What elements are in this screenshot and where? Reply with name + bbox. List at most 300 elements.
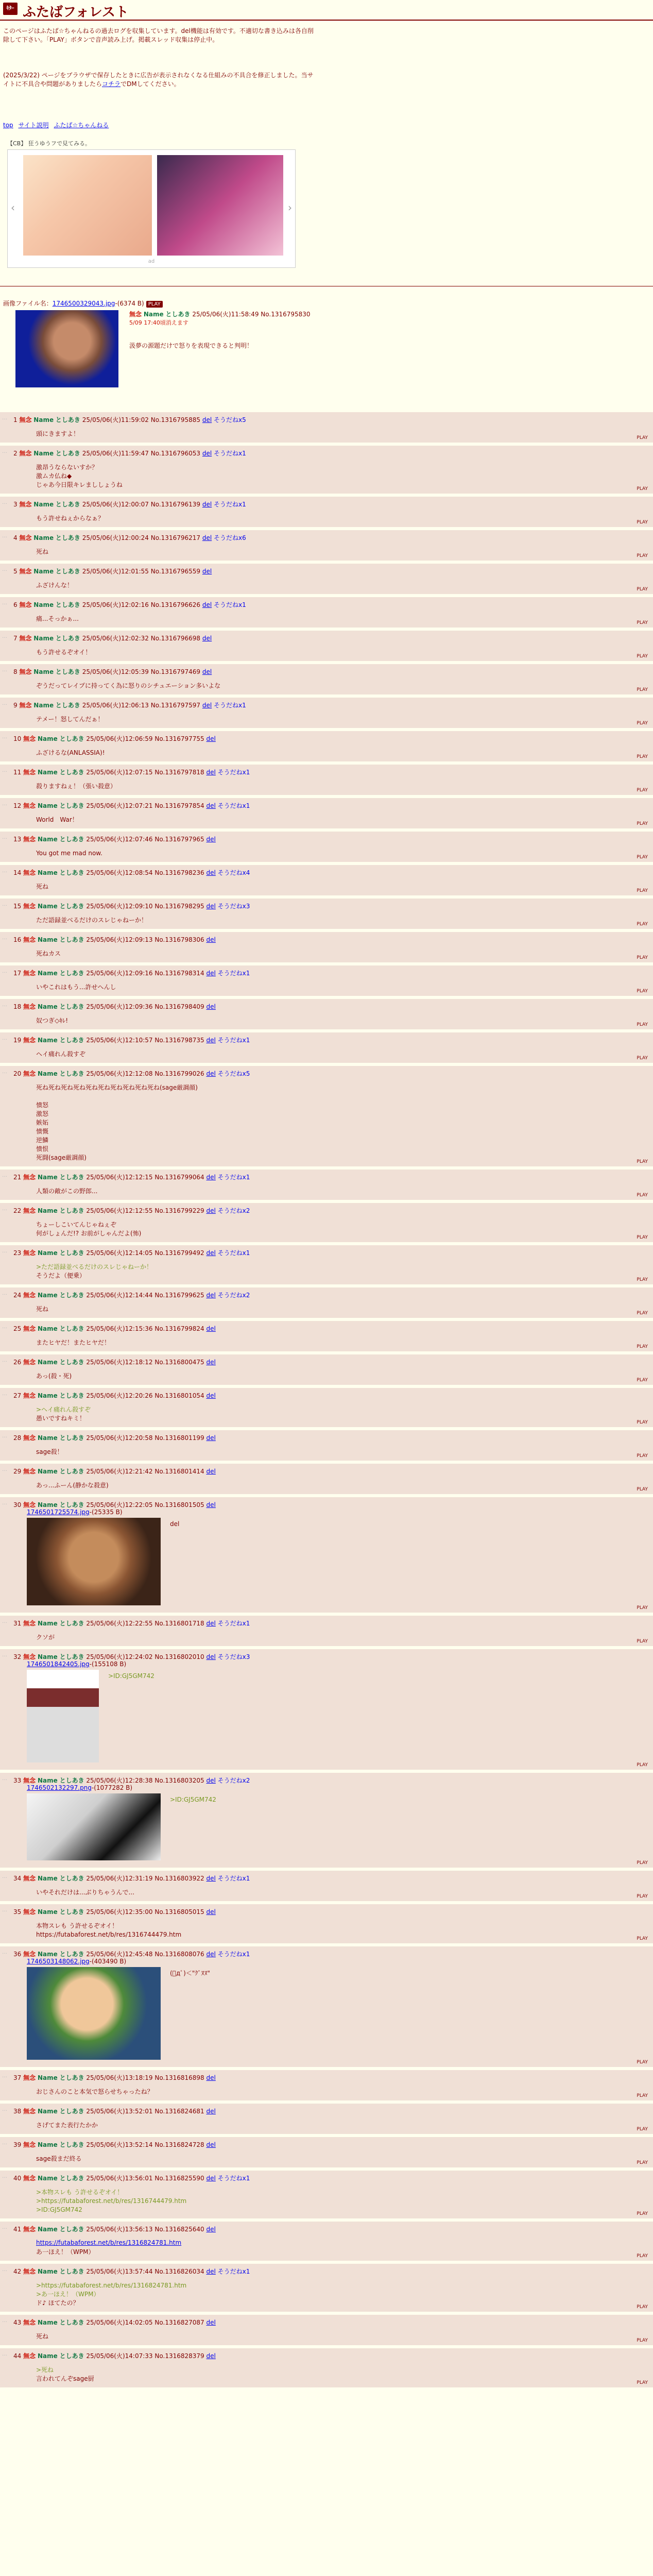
reply-play-button[interactable]: PLAY: [637, 2093, 648, 2098]
del-link[interactable]: del: [206, 2074, 216, 2081]
sodane-button[interactable]: そうだねx3: [217, 1653, 250, 1660]
del-link[interactable]: del: [202, 501, 212, 508]
reply-subject: 無念: [23, 869, 36, 876]
del-link[interactable]: del: [202, 416, 212, 423]
reply-play-button[interactable]: PLAY: [637, 1894, 648, 1899]
del-link[interactable]: del: [206, 1908, 216, 1916]
reply-link[interactable]: https://futabaforest.net/b/res/1316824781.htm: [36, 2239, 182, 2246]
del-link[interactable]: del: [202, 601, 212, 608]
reply-header: [13, 1324, 216, 1333]
reply-name: Name: [37, 936, 58, 943]
reply-number[interactable]: No.1316801199: [154, 1434, 204, 1442]
reply-datetime: 25/05/06(火)12:35:00: [86, 1908, 153, 1916]
sodane-button[interactable]: そうだねx1: [214, 501, 246, 508]
sodane-button[interactable]: そうだねx1: [217, 802, 250, 809]
sodane-button[interactable]: そうだねx1: [217, 1875, 250, 1882]
del-link[interactable]: del: [206, 802, 216, 809]
reply-number[interactable]: No.1316797818: [154, 769, 204, 776]
reply-author: としあき: [59, 1875, 84, 1882]
reply-number[interactable]: No.1316795885: [150, 416, 201, 423]
reply-post: [0, 1904, 653, 1943]
reply-number[interactable]: No.1316797597: [150, 702, 201, 709]
reply-subject: 無念: [23, 1653, 36, 1660]
sodane-button[interactable]: そうだねx4: [217, 869, 250, 876]
reply-file-link[interactable]: 1746501725574.jpg: [27, 1509, 90, 1516]
reply-number[interactable]: No.1316796559: [150, 568, 201, 575]
reply-index: 3: [13, 501, 20, 508]
sodane-button[interactable]: そうだねx2: [217, 1777, 250, 1784]
reply-gutter-mark: …: [2, 1248, 7, 1254]
reply-index: 10: [13, 735, 24, 742]
reply-name: Name: [37, 2319, 58, 2326]
reply-post: [0, 2348, 653, 2387]
reply-datetime: 25/05/06(火)12:07:21: [86, 802, 153, 809]
reply-play-button[interactable]: PLAY: [637, 1022, 648, 1027]
op-body: 汲夢の源題だけで怒りを表現できると判明！: [129, 342, 253, 349]
reply-play-button[interactable]: PLAY: [637, 435, 648, 440]
reply-body: 死ね: [36, 2333, 49, 2340]
sodane-button[interactable]: そうだねx1: [217, 2268, 250, 2275]
reply-play-button[interactable]: PLAY: [637, 788, 648, 793]
del-link[interactable]: del: [206, 2141, 216, 2148]
del-link[interactable]: del: [202, 668, 212, 675]
reply-header: [13, 1206, 250, 1215]
reply-post: [0, 765, 653, 795]
reply-name: Name: [37, 1359, 58, 1366]
reply-subject: 無念: [23, 2268, 36, 2275]
reply-play-button[interactable]: PLAY: [637, 1344, 648, 1349]
del-link[interactable]: del: [202, 702, 212, 709]
reply-thumbnail[interactable]: [27, 1670, 99, 1762]
reply-number[interactable]: No.1316816898: [154, 2074, 204, 2081]
sodane-button[interactable]: そうだねx5: [214, 416, 246, 423]
reply-author: としあき: [59, 1392, 84, 1399]
del-link[interactable]: del: [206, 1468, 216, 1475]
reply-body: >ID:GJ5GM742: [108, 1672, 154, 1680]
del-link[interactable]: del: [206, 970, 216, 977]
reply-header: [13, 1036, 250, 1044]
reply-body: おじさんのこと本気で怒らせちゃったね？: [36, 2088, 153, 2095]
reply-name: Name: [33, 501, 54, 508]
ad-image-2[interactable]: [157, 155, 283, 256]
del-link[interactable]: del: [206, 936, 216, 943]
reply-play-button[interactable]: PLAY: [637, 1235, 648, 1240]
reply-body: クソが: [36, 1634, 55, 1641]
op-number[interactable]: No.1316795830: [261, 311, 311, 318]
reply-play-button[interactable]: PLAY: [637, 1311, 648, 1316]
reply-name: Name: [33, 702, 54, 709]
reply-play-button[interactable]: PLAY: [637, 553, 648, 558]
reply-index: 9: [13, 702, 20, 709]
reply-author: としあき: [59, 1037, 84, 1044]
reply-name: Name: [37, 836, 58, 843]
reply-number[interactable]: No.1316828379: [154, 2352, 204, 2360]
reply-body: もう許せねぇからなぁ？: [36, 515, 105, 522]
reply-index: 26: [13, 1359, 24, 1366]
reply-index: 29: [13, 1468, 24, 1475]
reply-play-button[interactable]: PLAY: [637, 1378, 648, 1383]
reply-number[interactable]: No.1316805015: [154, 1908, 204, 1916]
site-notice-bugfix: [3, 71, 317, 89]
del-link[interactable]: del: [206, 1620, 216, 1627]
reply-header: [13, 1433, 216, 1442]
reply-number[interactable]: No.1316798295: [154, 903, 204, 910]
reply-author: としあき: [59, 2319, 84, 2326]
sodane-button[interactable]: そうだねx1: [217, 1174, 250, 1181]
del-link[interactable]: del: [206, 836, 216, 843]
reply-play-button[interactable]: PLAY: [637, 1936, 648, 1941]
reply-play-button[interactable]: PLAY: [637, 2380, 648, 2385]
reply-thumbnail[interactable]: [27, 1793, 161, 1860]
reply-post: [0, 597, 653, 628]
reply-play-button[interactable]: PLAY: [637, 1420, 648, 1425]
del-link[interactable]: del: [206, 2268, 216, 2275]
reply-body: あ一ほえ！（WPM）: [36, 2248, 95, 2256]
reply-number[interactable]: No.1316801505: [154, 1501, 204, 1509]
reply-author: としあき: [59, 903, 84, 910]
reply-number[interactable]: No.1316801414: [154, 1468, 204, 1475]
reply-body: World War！: [36, 816, 78, 823]
reply-index: 17: [13, 970, 24, 977]
reply-body: いやこれはもう...許せへんし: [36, 984, 116, 991]
sodane-button[interactable]: そうだねx5: [217, 1070, 250, 1077]
reply-post: [0, 1871, 653, 1901]
reply-number[interactable]: No.1316797854: [154, 802, 204, 809]
reply-play-button[interactable]: PLAY: [637, 1193, 648, 1198]
reply-file-link[interactable]: 1746502132297.png: [27, 1784, 92, 1791]
reply-number[interactable]: No.1316796217: [150, 534, 201, 541]
reply-play-button[interactable]: PLAY: [637, 888, 648, 893]
reply-author: としあき: [59, 2141, 84, 2148]
reply-gutter-mark: …: [2, 1467, 7, 1472]
reply-name: Name: [33, 450, 54, 457]
op-meta: [129, 310, 311, 327]
reply-number[interactable]: No.1316808076: [154, 1951, 204, 1958]
reply-play-button[interactable]: PLAY: [637, 1860, 648, 1866]
del-link[interactable]: del: [206, 2352, 216, 2360]
del-link[interactable]: del: [206, 1434, 216, 1442]
reply-play-button[interactable]: PLAY: [637, 654, 648, 659]
reply-play-button[interactable]: PLAY: [637, 587, 648, 592]
reply-play-button[interactable]: PLAY: [637, 1487, 648, 1492]
reply-header: [13, 1248, 250, 1257]
op-subject: 無念: [129, 311, 142, 318]
reply-author: としあき: [55, 501, 80, 508]
reply-post: [0, 932, 653, 962]
reply-subject: 無念: [23, 1207, 36, 1214]
del-link[interactable]: del: [206, 1037, 216, 1044]
reply-number[interactable]: No.1316825640: [154, 2226, 204, 2233]
reply-number[interactable]: No.1316798314: [154, 970, 204, 977]
reply-play-button[interactable]: PLAY: [637, 721, 648, 726]
reply-number[interactable]: No.1316796139: [150, 501, 201, 508]
del-link[interactable]: del: [202, 534, 212, 541]
reply-play-button[interactable]: PLAY: [637, 2211, 648, 2216]
reply-play-button[interactable]: PLAY: [637, 754, 648, 759]
sodane-button[interactable]: そうだねx1: [217, 1037, 250, 1044]
reply-post: [0, 1245, 653, 1284]
reply-play-button[interactable]: PLAY: [637, 922, 648, 927]
reply-index: 19: [13, 1037, 24, 1044]
reply-number[interactable]: No.1316827087: [154, 2319, 204, 2326]
reply-datetime: 25/05/06(火)12:18:12: [86, 1359, 153, 1366]
reply-number[interactable]: No.1316798306: [154, 936, 204, 943]
reply-author: としあき: [59, 2074, 84, 2081]
reply-index: 41: [13, 2226, 24, 2233]
sodane-button[interactable]: そうだねx1: [214, 450, 246, 457]
del-link[interactable]: del: [206, 1501, 216, 1509]
reply-thumbnail[interactable]: [27, 1967, 161, 2060]
reply-number[interactable]: No.1316802010: [154, 1653, 204, 1660]
reply-post: [0, 1170, 653, 1200]
reply-number[interactable]: No.1316798236: [154, 869, 204, 876]
sodane-button[interactable]: そうだねx1: [214, 702, 246, 709]
reply-datetime: 25/05/06(火)12:22:05: [86, 1501, 153, 1509]
reply-play-button[interactable]: PLAY: [637, 2253, 648, 2259]
reply-post: [0, 2264, 653, 2312]
reply-subject: 無念: [23, 1392, 36, 1399]
reply-gutter-mark: …: [2, 2107, 7, 2112]
reply-body: もう許せるぞオイ！: [36, 649, 92, 656]
reply-play-button[interactable]: PLAY: [637, 1453, 648, 1459]
top-nav: [3, 121, 112, 129]
reply-name: Name: [37, 1392, 58, 1399]
reply-header: [13, 1950, 250, 1958]
reply-play-button[interactable]: PLAY: [637, 486, 648, 492]
reply-index: 43: [13, 2319, 24, 2326]
reply-author: としあき: [55, 702, 80, 709]
reply-play-button[interactable]: PLAY: [637, 989, 648, 994]
reply-play-button[interactable]: PLAY: [637, 1639, 648, 1644]
reply-play-button[interactable]: PLAY: [637, 687, 648, 692]
reply-subject: 無念: [19, 668, 32, 675]
reply-number[interactable]: No.1316799064: [154, 1174, 204, 1181]
reply-post: [0, 865, 653, 895]
sodane-button[interactable]: そうだねx1: [217, 2175, 250, 2182]
sodane-button[interactable]: そうだねx1: [217, 1620, 250, 1627]
reply-post: [0, 497, 653, 527]
reply-file-link[interactable]: 1746503148062.jpg: [27, 1958, 90, 1965]
reply-author: としあき: [55, 601, 80, 608]
reply-play-button[interactable]: PLAY: [637, 1762, 648, 1768]
del-link[interactable]: del: [206, 1951, 216, 1958]
reply-post: [0, 446, 653, 494]
sodane-button[interactable]: そうだねx1: [214, 601, 246, 608]
reply-name: Name: [37, 903, 58, 910]
reply-number[interactable]: No.1316824728: [154, 2141, 204, 2148]
reply-author: としあき: [59, 1434, 84, 1442]
sodane-button[interactable]: そうだねx2: [217, 1207, 250, 1214]
reply-number[interactable]: No.1316803205: [154, 1777, 204, 1784]
reply-play-button[interactable]: PLAY: [637, 1277, 648, 1282]
reply-play-button[interactable]: PLAY: [637, 1605, 648, 1611]
reply-gutter-mark: …: [2, 2140, 7, 2146]
reply-name: Name: [37, 1653, 58, 1660]
reply-number[interactable]: No.1316798409: [154, 1003, 204, 1010]
carousel-next-icon[interactable]: ›: [288, 201, 292, 214]
del-link[interactable]: del: [206, 769, 216, 776]
del-link[interactable]: del: [206, 1292, 216, 1299]
reply-number[interactable]: No.1316797965: [154, 836, 204, 843]
del-link[interactable]: del: [206, 2226, 216, 2233]
del-link[interactable]: del: [206, 869, 216, 876]
sodane-button[interactable]: そうだねx6: [214, 534, 246, 541]
reply-post: [0, 832, 653, 862]
reply-number[interactable]: No.1316801718: [154, 1620, 204, 1627]
reply-play-button[interactable]: PLAY: [637, 2338, 648, 2343]
contact-link[interactable]: コチラ: [102, 80, 121, 88]
op-play-button[interactable]: PLAY: [146, 301, 163, 308]
reply-gutter-mark: …: [2, 969, 7, 974]
reply-name: Name: [37, 1325, 58, 1332]
reply-subject: 無念: [23, 1359, 36, 1366]
reply-index: 2: [13, 450, 20, 457]
del-link[interactable]: del: [206, 1325, 216, 1332]
nav-top-link[interactable]: top: [3, 122, 13, 129]
reply-header: [13, 868, 250, 877]
reply-post: [0, 1354, 653, 1385]
del-link[interactable]: del: [206, 1875, 216, 1882]
del-link[interactable]: del: [206, 1207, 216, 1214]
del-link[interactable]: del: [202, 568, 212, 575]
sodane-button[interactable]: そうだねx2: [217, 1292, 250, 1299]
reply-number[interactable]: No.1316826034: [154, 2268, 204, 2275]
reply-author: としあき: [59, 1908, 84, 1916]
reply-name: Name: [37, 2352, 58, 2360]
reply-author: としあき: [59, 869, 84, 876]
reply-name: Name: [37, 802, 58, 809]
reply-body: ふざけるな(ANLASSIA)!: [36, 749, 105, 756]
site-logo[interactable]: ｷﾀｰ: [3, 3, 18, 15]
reply-subject: 無念: [23, 2352, 36, 2360]
reply-number[interactable]: No.1316798735: [154, 1037, 204, 1044]
reply-datetime: 25/05/06(火)11:59:47: [82, 450, 149, 457]
op-file-prefix: 画像ファイル名：: [3, 300, 53, 307]
reply-file-line: [27, 1958, 126, 1965]
reply-subject: 無念: [23, 1951, 36, 1958]
del-link[interactable]: del: [206, 1777, 216, 1784]
reply-play-button[interactable]: PLAY: [637, 1056, 648, 1061]
reply-number[interactable]: No.1316824681: [154, 2108, 204, 2115]
reply-play-button[interactable]: PLAY: [637, 821, 648, 826]
sodane-button[interactable]: そうだねx1: [217, 769, 250, 776]
reply-play-button[interactable]: PLAY: [637, 620, 648, 625]
reply-name: Name: [37, 1951, 58, 1958]
del-link[interactable]: del: [206, 1070, 216, 1077]
reply-thumbnail[interactable]: [27, 1518, 161, 1605]
reply-play-button[interactable]: PLAY: [637, 2060, 648, 2065]
reply-number[interactable]: No.1316799625: [154, 1292, 204, 1299]
del-link[interactable]: del: [206, 903, 216, 910]
nav-futaba-link[interactable]: ふたば☆ちゃんねる: [54, 122, 109, 129]
carousel-prev-icon[interactable]: ‹: [11, 201, 15, 214]
reply-number[interactable]: No.1316796698: [150, 635, 201, 642]
del-link[interactable]: del: [202, 450, 212, 457]
del-link[interactable]: del: [206, 1653, 216, 1660]
reply-body: ヘイ痛れん殺すぞ: [36, 1050, 86, 1058]
sodane-button[interactable]: そうだねx3: [217, 903, 250, 910]
sodane-button[interactable]: そうだねx1: [217, 970, 250, 977]
reply-play-button[interactable]: PLAY: [637, 520, 648, 525]
reply-play-button[interactable]: PLAY: [637, 855, 648, 860]
op-thumbnail[interactable]: [15, 310, 118, 387]
reply-number[interactable]: No.1316797469: [150, 668, 201, 675]
nav-about-link[interactable]: サイト説明: [18, 122, 49, 129]
reply-number[interactable]: No.1316825590: [154, 2175, 204, 2182]
reply-header: [13, 500, 246, 509]
sodane-button[interactable]: そうだねx1: [217, 1249, 250, 1257]
reply-post: [0, 1032, 653, 1063]
reply-index: 13: [13, 836, 24, 843]
reply-number[interactable]: No.1316801054: [154, 1392, 204, 1399]
del-link[interactable]: del: [206, 1249, 216, 1257]
sodane-button[interactable]: そうだねx1: [217, 1951, 250, 1958]
reply-number[interactable]: No.1316803922: [154, 1875, 204, 1882]
del-link[interactable]: del: [206, 2319, 216, 2326]
reply-author: としあき: [55, 534, 80, 541]
reply-datetime: 25/05/06(火)13:52:14: [86, 2141, 153, 2148]
reply-datetime: 25/05/06(火)12:24:02: [86, 1653, 153, 1660]
reply-name: Name: [37, 2175, 58, 2182]
reply-number[interactable]: No.1316800475: [154, 1359, 204, 1366]
del-link[interactable]: del: [206, 2175, 216, 2182]
reply-body: 激昂うならないすか？ 激ムカ仏ね◆ じゃあ今日限キレまししょうね: [36, 464, 123, 488]
ad-banner[interactable]: [7, 149, 296, 268]
reply-datetime: 25/05/06(火)12:05:39: [82, 668, 149, 675]
reply-gutter-mark: …: [2, 1036, 7, 1041]
reply-body: ド♪ ほてたの？: [36, 2299, 79, 2307]
reply-body: (ﾟдﾟ)＜"ｸﾞﾇﾇ": [170, 1970, 210, 1977]
reply-number[interactable]: No.1316799824: [154, 1325, 204, 1332]
reply-author: としあき: [55, 416, 80, 423]
del-link[interactable]: del: [206, 1174, 216, 1181]
reply-header: [13, 2318, 216, 2327]
reply-file-link[interactable]: 1746501842405.jpg: [27, 1660, 90, 1668]
del-link[interactable]: del: [206, 1392, 216, 1399]
ad-image-1[interactable]: [23, 155, 152, 256]
reply-number[interactable]: No.1316799492: [154, 1249, 204, 1257]
reply-number[interactable]: No.1316799229: [154, 1207, 204, 1214]
reply-subject: 無念: [23, 1875, 36, 1882]
reply-header: [13, 1069, 250, 1078]
reply-number[interactable]: No.1316797755: [154, 735, 204, 742]
reply-author: としあき: [59, 1620, 84, 1627]
reply-header: [13, 2351, 216, 2360]
reply-post: [0, 1287, 653, 1318]
reply-datetime: 25/05/06(火)12:08:54: [86, 869, 153, 876]
reply-number[interactable]: No.1316796626: [150, 601, 201, 608]
reply-index: 42: [13, 2268, 24, 2275]
del-link[interactable]: del: [206, 1003, 216, 1010]
reply-play-button[interactable]: PLAY: [637, 2304, 648, 2310]
reply-body: ただ語録並べるだけのスレじゃねーか！: [36, 917, 148, 924]
reply-play-button[interactable]: PLAY: [637, 1159, 648, 1164]
reply-play-button[interactable]: PLAY: [637, 2160, 648, 2165]
op-file-link[interactable]: 1746500329043.jpg: [52, 300, 115, 307]
reply-body: またヒヤだ！またヒヤだ！: [36, 1339, 111, 1346]
del-link[interactable]: del: [206, 2108, 216, 2115]
del-link[interactable]: del: [202, 635, 212, 642]
reply-play-button[interactable]: PLAY: [637, 955, 648, 960]
reply-play-button[interactable]: PLAY: [637, 2127, 648, 2132]
reply-number[interactable]: No.1316796053: [150, 450, 201, 457]
reply-number[interactable]: No.1316799026: [154, 1070, 204, 1077]
del-link[interactable]: del: [206, 735, 216, 742]
reply-index: 36: [13, 1951, 24, 1958]
reply-subject: 無念: [23, 1501, 36, 1509]
reply-header: [13, 667, 212, 676]
del-link[interactable]: del: [206, 1359, 216, 1366]
